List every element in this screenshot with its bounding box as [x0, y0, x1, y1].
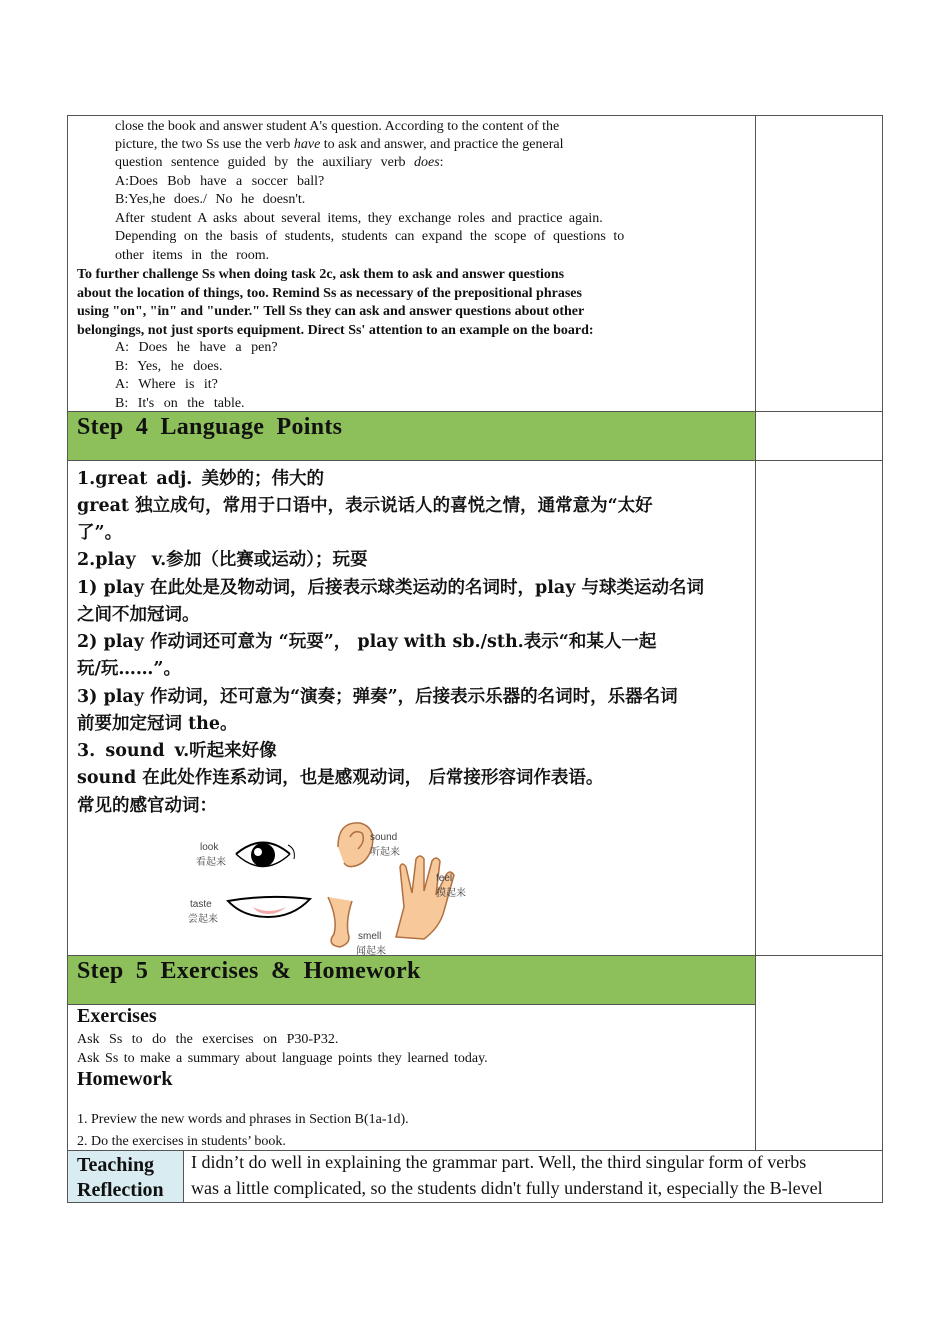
step5-header-cell — [67, 955, 755, 1004]
eye-icon — [236, 843, 294, 868]
step3-line: After student A asks about several items, they exchange roles and practice again. — [115, 211, 603, 226]
step3-line: Depending on the basis of students, students can expand the scope of questions to — [115, 229, 625, 244]
exercise-line: Ask Ss to make a summary about language points they learned today. — [77, 1051, 488, 1066]
step3-line: picture, the two Ss use the verb have to ask and answer, and practice the general — [115, 137, 564, 152]
step3-line: A:Does Bob have a soccer ball? — [115, 174, 325, 189]
step4-header-side — [755, 411, 883, 460]
smell-label: smell — [358, 931, 382, 942]
lp-line: 2) play 作动词还可意为 “玩耍”， play with sb./sth.表示“和某人一起 — [77, 632, 657, 652]
step4-content-side — [755, 460, 883, 955]
step3-bold-line: about the location of things, too. Remind Ss as necessary of the prepositional phrases — [77, 286, 582, 301]
step4-title: Step 4 Language Points — [77, 414, 343, 440]
look-cn-label: 看起来 — [196, 857, 226, 868]
step3-line: other items in the room. — [115, 248, 270, 263]
smell-cn-label: 闻起来 — [356, 946, 386, 955]
reflection-line: I didn’t do well in explaining the grammar part. Well, the third singular form of verbs — [191, 1152, 807, 1172]
feel-cn-label: 摸起来 — [436, 888, 466, 899]
lp-line: 玩/玩……”。 — [77, 659, 181, 679]
look-label: look — [200, 842, 219, 853]
step3-bold-line: To further challenge Ss when doing task 2c, ask them to ask and answer questions — [77, 267, 565, 282]
step3-line: close the book and answer student A's question. According to the content of the — [115, 119, 560, 134]
step3-line: B:Yes,he does./ No he doesn't. — [115, 192, 306, 207]
reflection-line: was a little complicated, so the students didn't fully understand it, especially the B-level — [191, 1178, 823, 1198]
lp-line: 了”。 — [77, 523, 123, 543]
sound-label: sound — [370, 832, 398, 843]
lp-line: 3. sound v.听起来好像 — [77, 741, 277, 761]
step5-content-cell — [67, 1004, 755, 1150]
step3-bold-line: belongings, not just sports equipment. Direct Ss' attention to an example on the board: — [77, 323, 594, 338]
verb-have: have — [293, 137, 321, 152]
lp-line: 1.great adj. 美妙的；伟大的 — [77, 469, 324, 489]
lp-line: 3) play 作动词，还可意为“演奏；弹奏”，后接表示乐器的名词时，乐器名词 — [77, 687, 678, 707]
step3-line: question sentence guided by the auxiliary verb does: — [115, 155, 444, 170]
ear-icon — [338, 823, 373, 867]
reflection-label-2: Reflection — [77, 1179, 164, 1201]
taste-cn-label: 尝起来 — [188, 914, 218, 925]
exercise-line: Ask Ss to do the exercises on P30-P32. — [77, 1032, 339, 1047]
lp-line: 常见的感官动词： — [77, 796, 217, 816]
step4-content-cell — [67, 460, 755, 955]
lp-line: 之间不加冠词。 — [77, 605, 200, 625]
mouth-icon — [228, 897, 310, 917]
homework-heading: Homework — [77, 1068, 173, 1090]
verb-does: does — [413, 155, 440, 170]
reflection-content-cell — [183, 1150, 883, 1203]
lp-line: 1) play 在此处是及物动词，后接表示球类运动的名词时，play 与球类运动名词 — [77, 578, 705, 598]
lp-line: great 独立成句，常用于口语中，表示说话人的喜悦之情，通常意为“太好 — [77, 496, 653, 516]
step5-side-cell — [755, 955, 883, 1150]
dialog-line: A: Where is it? — [115, 377, 218, 392]
lp-line: sound 在此处作连系动词，也是感观动词， 后常接形容词作表语。 — [77, 768, 604, 788]
dialog-line: A: Does he have a pen? — [115, 340, 278, 355]
step3-content-cell — [67, 115, 755, 411]
dialog-line: B: Yes, he does. — [115, 359, 223, 374]
step4-header-cell — [67, 411, 755, 460]
nose-icon — [328, 897, 352, 947]
step3-bold-line: using "on", "in" and "under." Tell Ss they can ask and answer questions about other — [77, 304, 585, 319]
exercises-heading: Exercises — [77, 1005, 157, 1027]
step3-side-cell — [755, 115, 883, 411]
feel-label: feel — [436, 873, 453, 884]
dialog-line: B: It's on the table. — [115, 396, 245, 411]
lp-line: 前要加定冠词 the。 — [77, 714, 238, 734]
homework-line: 1. Preview the new words and phrases in Section B(1a-1d). — [77, 1112, 409, 1127]
sound-cn-label: 听起来 — [370, 847, 400, 858]
homework-line: 2. Do the exercises in students’ book. — [77, 1134, 286, 1149]
step5-title: Step 5 Exercises & Homework — [77, 958, 421, 984]
senses-illustration — [188, 819, 488, 953]
reflection-label-cell — [67, 1150, 183, 1203]
lesson-plan-table — [67, 115, 883, 1203]
taste-label: taste — [190, 899, 212, 910]
lp-line: 2.play v.参加（比赛或运动）；玩耍 — [77, 550, 368, 570]
reflection-label-1: Teaching — [77, 1154, 155, 1176]
